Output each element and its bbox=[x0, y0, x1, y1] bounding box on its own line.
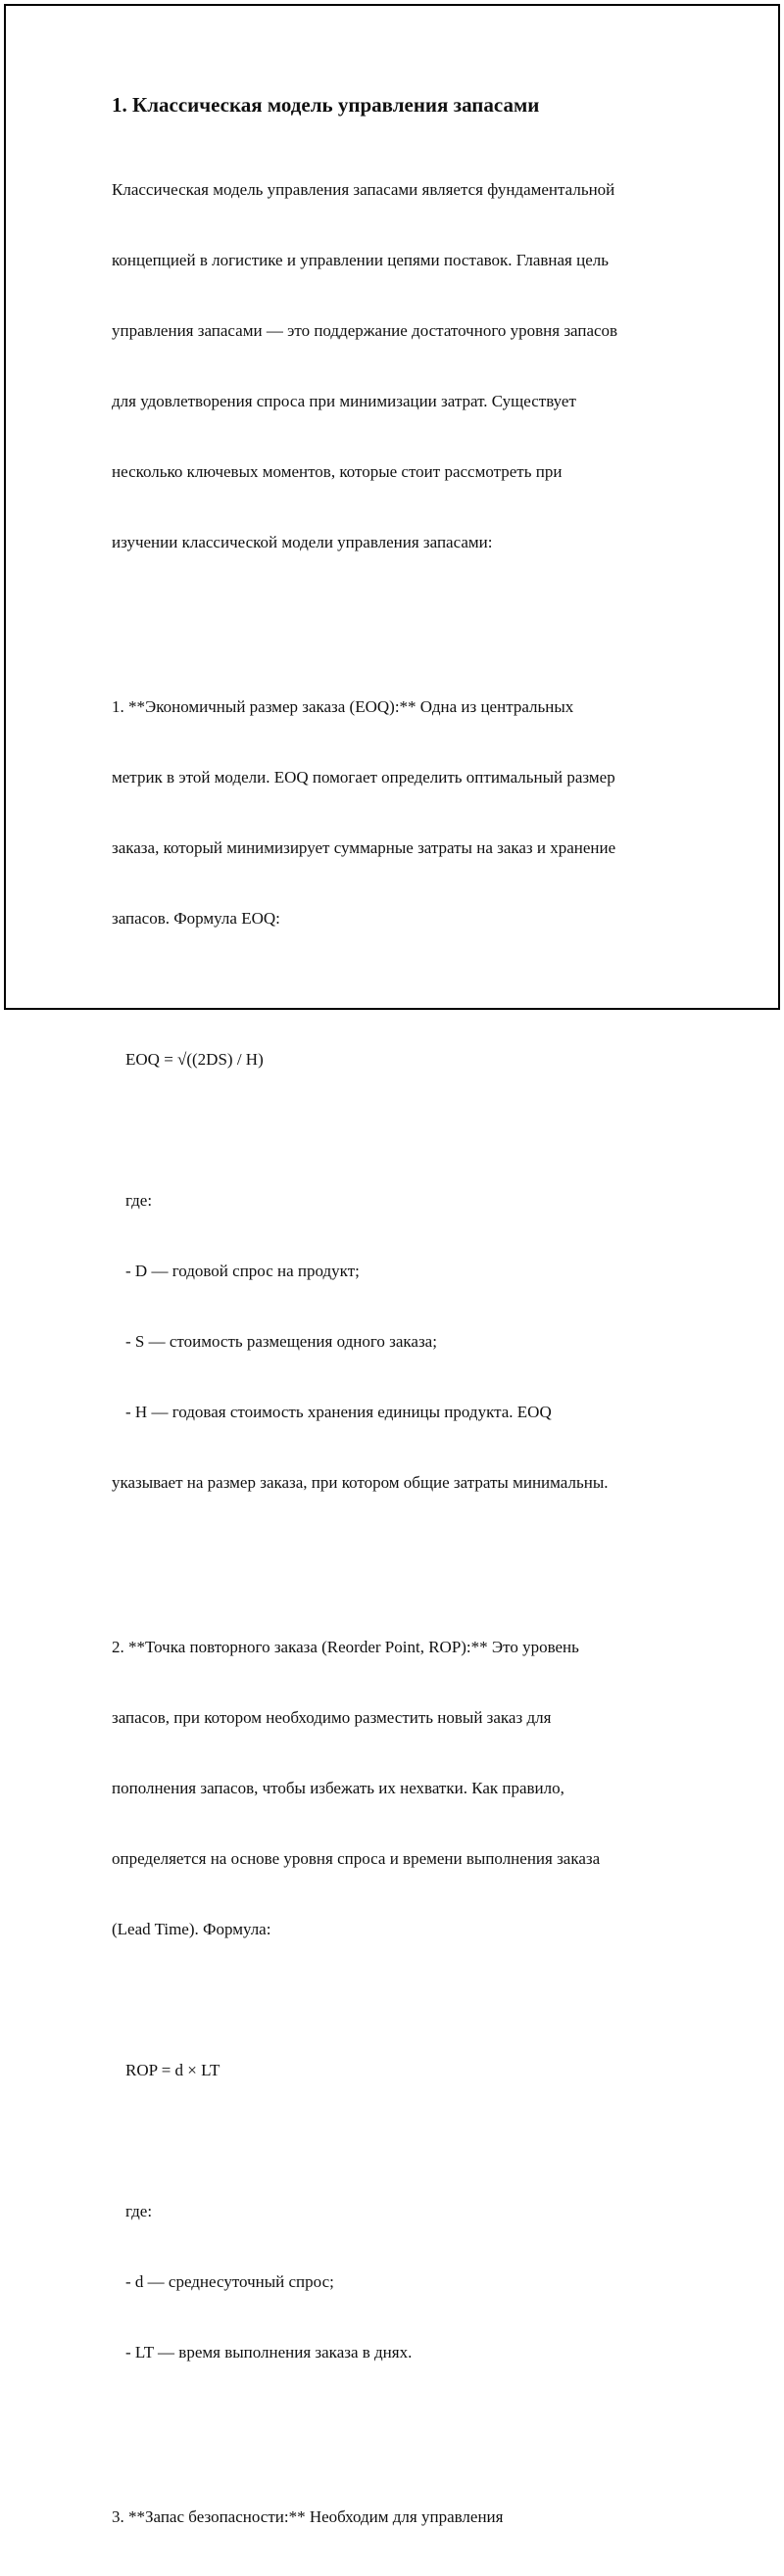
where-label: где: bbox=[125, 1191, 153, 1210]
document-content bbox=[112, 92, 680, 2576]
list-item: - H — годовая стоимость хранения единицы продукта. EOQ bbox=[125, 1403, 552, 1421]
intro-paragraph bbox=[112, 131, 680, 2576]
rop-formula: ROP = d × LT bbox=[125, 2061, 220, 2079]
section-heading: 1. Классическая модель управления запасами bbox=[112, 93, 540, 117]
text-line: Классическая модель управления запасами является фундаментальной bbox=[112, 180, 615, 199]
text-line: запасов, при котором необходимо разместить новый заказ для bbox=[112, 1708, 552, 1727]
list-item: - S — стоимость размещения одного заказа; bbox=[125, 1332, 437, 1351]
list-item: - LT — время выполнения заказа в днях. bbox=[125, 2343, 413, 2361]
text-line: управления запасами — это поддержание достаточного уровня запасов bbox=[112, 321, 618, 340]
text-line: концепцией в логистике и управлении цепями поставок. Главная цель bbox=[112, 251, 610, 269]
text-line: запасов. Формула EOQ: bbox=[112, 909, 280, 928]
list-item: - d — среднесуточный спрос; bbox=[125, 2272, 334, 2291]
where-label: где: bbox=[125, 2202, 153, 2220]
text-line: 3. **Запас безопасности:** Необходим для управления bbox=[112, 2507, 504, 2526]
text-line: 2. **Точка повторного заказа (Reorder Point, ROP):** Это уровень bbox=[112, 1638, 579, 1656]
text-line: 1. **Экономичный размер заказа (EOQ):** Одна из центральных bbox=[112, 697, 574, 716]
text-line: несколько ключевых моментов, которые стоит рассмотреть при bbox=[112, 462, 563, 481]
eoq-formula: EOQ = √((2DS) / H) bbox=[125, 1050, 264, 1069]
text-line: изучении классической модели управления запасами: bbox=[112, 533, 493, 551]
list-item: - D — годовой спрос на продукт; bbox=[125, 1262, 360, 1280]
text-line: пополнения запасов, чтобы избежать их нехватки. Как правило, bbox=[112, 1779, 564, 1797]
text-line: заказа, который минимизирует суммарные затраты на заказ и хранение bbox=[112, 838, 616, 857]
text-line: для удовлетворения спроса при минимизации затрат. Существует bbox=[112, 392, 576, 410]
text-line: (Lead Time). Формула: bbox=[112, 1920, 271, 1938]
text-line: метрик в этой модели. EOQ помогает определить оптимальный размер bbox=[112, 768, 615, 787]
text-line: определяется на основе уровня спроса и времени выполнения заказа bbox=[112, 1849, 601, 1868]
text-line: указывает на размер заказа, при котором общие затраты минимальны. bbox=[112, 1473, 609, 1492]
